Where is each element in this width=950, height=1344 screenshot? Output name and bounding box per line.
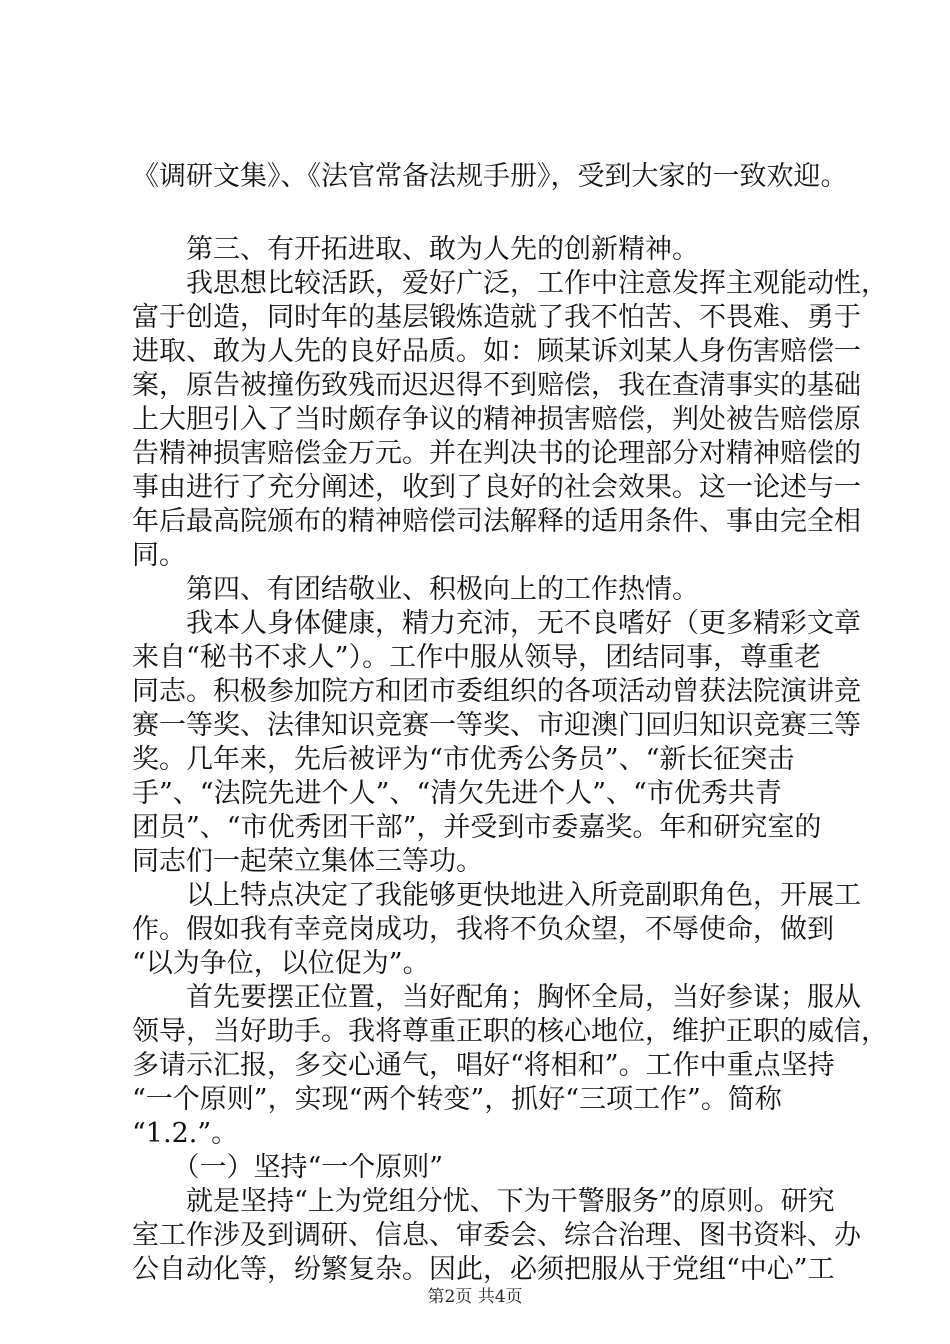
body-line: 年后最高院颁布的精神赔偿司法解释的适用条件、事由完全相: [132, 506, 861, 537]
body-line: 我本人身体健康，精力充沛，无不良嗜好（更多精彩文章: [132, 608, 861, 639]
body-line: 案，原告被撞伤致残而迟迟得不到赔偿，我在查清事实的基础: [132, 370, 861, 401]
subsection-heading: （一）坚持“一个原则”: [132, 1152, 444, 1183]
body-line: “以为争位，以位促为”。: [132, 948, 430, 979]
body-line: 就是坚持“上为党组分忧、下为干警服务”的原则。研究: [132, 1186, 835, 1217]
body-line: 同。: [132, 540, 186, 571]
body-line: 我思想比较活跃，爱好广泛，工作中注意发挥主观能动性，: [132, 268, 888, 299]
body-line: 团员”、“市优秀团干部”，并受到市委嘉奖。年和研究室的: [132, 812, 822, 843]
body-line: 事由进行了充分阐述，收到了良好的社会效果。这一论述与一: [132, 472, 861, 503]
section-heading: 第三、有开拓进取、敢为人先的创新精神。: [132, 234, 699, 265]
body-line: 首先要摆正位置，当好配角；胸怀全局，当好参谋；服从: [132, 982, 861, 1013]
body-line: 上大胆引入了当时颇存争议的精神损害赔偿，判处被告赔偿原: [132, 404, 861, 435]
body-line: 富于创造，同时年的基层锻炼造就了我不怕苦、不畏难、勇于: [132, 302, 861, 333]
body-line: 奖。几年来，先后被评为“市优秀公务员”、“新长征突击: [132, 744, 795, 775]
body-line: 多请示汇报，多交心通气，唱好“将相和”。工作中重点坚持: [132, 1050, 835, 1081]
page-footer: 第2页 共4页: [427, 1287, 523, 1307]
body-line: 同志。积极参加院方和团市委组织的各项活动曾获法院演讲竞: [132, 676, 861, 707]
body-line: 室工作涉及到调研、信息、审委会、综合治理、图书资料、办: [132, 1220, 861, 1251]
body-line: 告精神损害赔偿金万元。并在判决书的论理部分对精神赔偿的: [132, 438, 861, 469]
body-line: 同志们一起荣立集体三等功。: [132, 846, 483, 877]
body-line: 赛一等奖、法律知识竞赛一等奖、市迎澳门回归知识竞赛三等: [132, 710, 861, 741]
body-line: 作。假如我有幸竞岗成功，我将不负众望，不辱使命，做到: [132, 914, 834, 945]
section-heading: 第四、有团结敬业、积极向上的工作热情。: [132, 574, 699, 605]
body-line: 以上特点决定了我能够更快地进入所竞副职角色，开展工: [132, 880, 861, 911]
body-line: 手”、“法院先进个人”、“清欠先进个人”、“市优秀共青: [132, 778, 782, 809]
body-line: 来自“秘书不求人”）。工作中服从领导，团结同事，尊重老: [132, 642, 822, 673]
body-line: “一个原则”，实现“两个转变”，抓好“三项工作”。简称: [132, 1084, 782, 1115]
body-line: 领导，当好助手。我将尊重正职的核心地位，维护正职的威信，: [132, 1016, 888, 1047]
body-line: 公自动化等，纷繁复杂。因此，必须把服从于党组“中心”工: [132, 1254, 835, 1285]
body-line: 《调研文集》、《法官常备法规手册》，受到大家的一致欢迎。: [132, 161, 848, 192]
body-line: 进取、敢为人先的良好品质。如：顾某诉刘某人身伤害赔偿一: [132, 336, 861, 367]
body-line: “1.2.”。: [132, 1118, 239, 1149]
